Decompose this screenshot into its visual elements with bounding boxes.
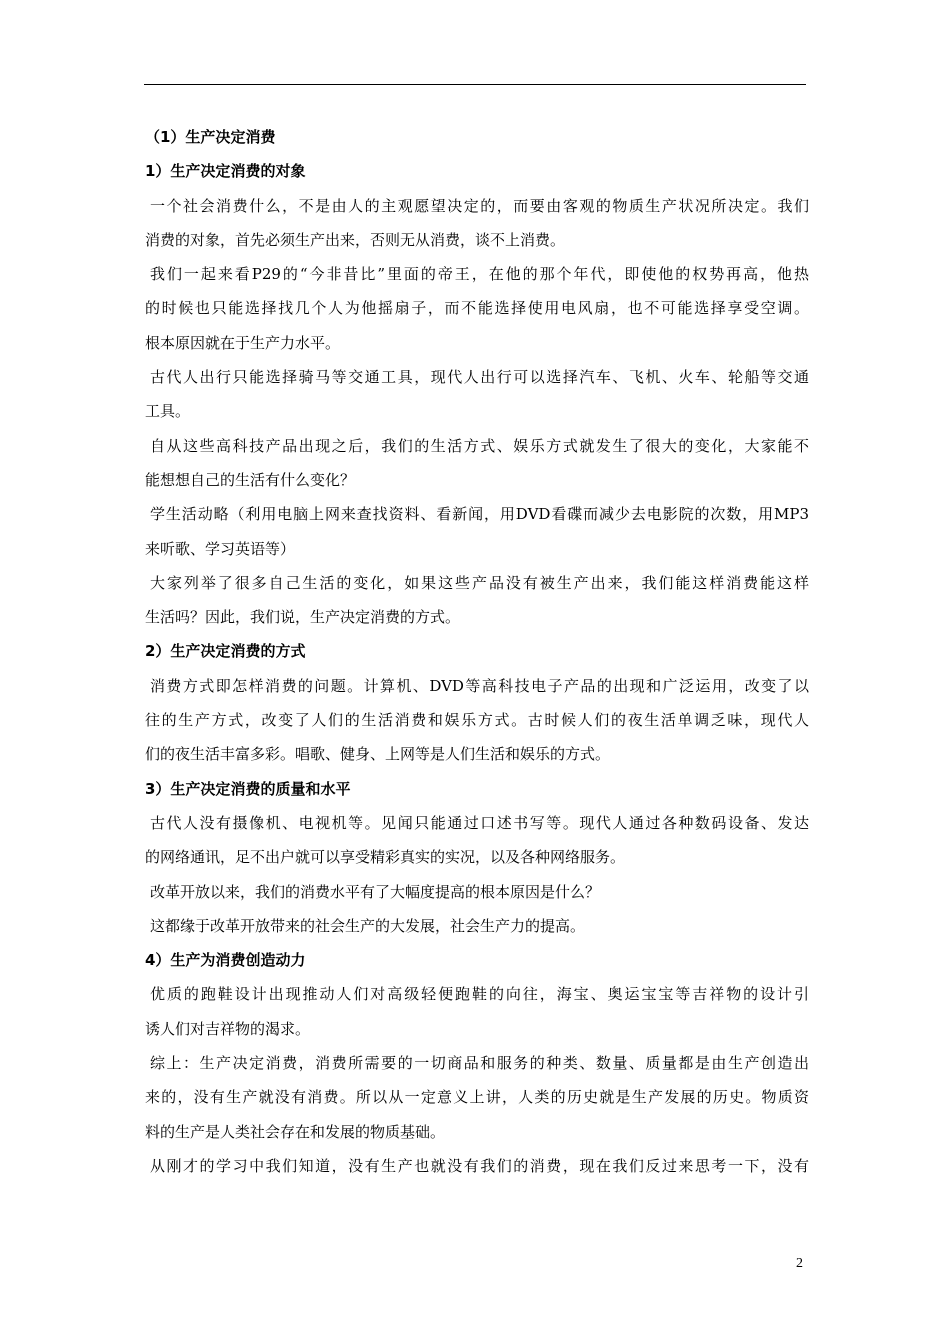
header-rule (144, 84, 806, 85)
paragraph-line: 自从这些高科技产品出现之后，我们的生活方式、娱乐方式就发生了很大的变化，大家能不 (150, 436, 809, 455)
section-heading: （1）生产决定消费 (145, 128, 276, 146)
paragraph-line: 的网络通讯，足不出户就可以享受精彩真实的实况，以及各种网络服务。 (145, 848, 626, 867)
paragraph-line: 古代人没有摄像机、电视机等。见闻只能通过口述书写等。现代人通过各种数码设备、发达 (150, 813, 809, 832)
paragraph-line: 来的，没有生产就没有消费。所以从一定意义上讲，人类的历史就是生产发展的历史。物质资 (145, 1088, 809, 1107)
paragraph-line: 往的生产方式，改变了人们的生活消费和娱乐方式。古时候人们的夜生活单调乏味，现代人 (145, 711, 809, 730)
paragraph-line: 们的夜生活丰富多彩。唱歌、健身、上网等是人们生活和娱乐的方式。 (145, 745, 611, 764)
paragraph-line: 料的生产是人类社会存在和发展的物质基础。 (145, 1122, 446, 1141)
paragraph-line: 消费方式即怎样消费的问题。计算机、DVD等高科技电子产品的出现和广泛运用，改变了以 (150, 676, 809, 695)
paragraph-line: 能想想自己的生活有什么变化？ (145, 470, 356, 489)
paragraph-line: 综上：生产决定消费，消费所需要的一切商品和服务的种类、数量、质量都是由生产创造出 (150, 1054, 809, 1073)
paragraph-line: 从刚才的学习中我们知道，没有生产也就没有我们的消费，现在我们反过来思考一下，没有 (150, 1156, 809, 1175)
paragraph-line: 学生活动略（利用电脑上网来查找资料、看新闻，用DVD看碟而减少去电影院的次数，用MP3 (150, 505, 809, 524)
section-heading: 2）生产决定消费的方式 (145, 642, 306, 661)
section-heading: 3）生产决定消费的质量和水平 (145, 779, 351, 798)
paragraph-line: 工具。 (145, 402, 191, 421)
paragraph-line: 的时候也只能选择找几个人为他摇扇子，而不能选择使用电风扇，也不可能选择享受空调。 (145, 299, 809, 318)
paragraph-line: 古代人出行只能选择骑马等交通工具，现代人出行可以选择汽车、飞机、火车、轮船等交通 (150, 368, 809, 387)
paragraph-line: 改革开放以来，我们的消费水平有了大幅度提高的根本原因是什么？ (150, 882, 601, 901)
document-body (145, 120, 809, 1183)
paragraph-line: 大家列举了很多自己生活的变化，如果这些产品没有被生产出来，我们能这样消费能这样 (150, 573, 809, 592)
paragraph-line: 我们一起来看P29的“今非昔比”里面的帝王，在他的那个年代，即使他的权势再高，他热 (150, 265, 809, 284)
paragraph-line: 优质的跑鞋设计出现推动人们对高级轻便跑鞋的向往，海宝、奥运宝宝等吉祥物的设计引 (150, 985, 809, 1004)
paragraph-line: 根本原因就在于生产力水平。 (145, 333, 341, 352)
paragraph-line: 这都缘于改革开放带来的社会生产的大发展，社会生产力的提高。 (150, 916, 586, 935)
section-heading: 4）生产为消费创造动力 (145, 951, 306, 970)
paragraph-line: 消费的对象，首先必须生产出来，否则无从消费，谈不上消费。 (145, 230, 566, 249)
paragraph-line: 一个社会消费什么，不是由人的主观愿望决定的，而要由客观的物质生产状况所决定。我们 (150, 196, 809, 215)
paragraph-line: 生活吗？因此，我们说，生产决定消费的方式。 (145, 608, 461, 627)
paragraph-line: 诱人们对吉祥物的渴求。 (145, 1019, 311, 1038)
page-number: 2 (796, 1256, 803, 1271)
paragraph-line: 来听歌、学习英语等） (145, 539, 296, 558)
section-heading: 1）生产决定消费的对象 (145, 162, 306, 181)
